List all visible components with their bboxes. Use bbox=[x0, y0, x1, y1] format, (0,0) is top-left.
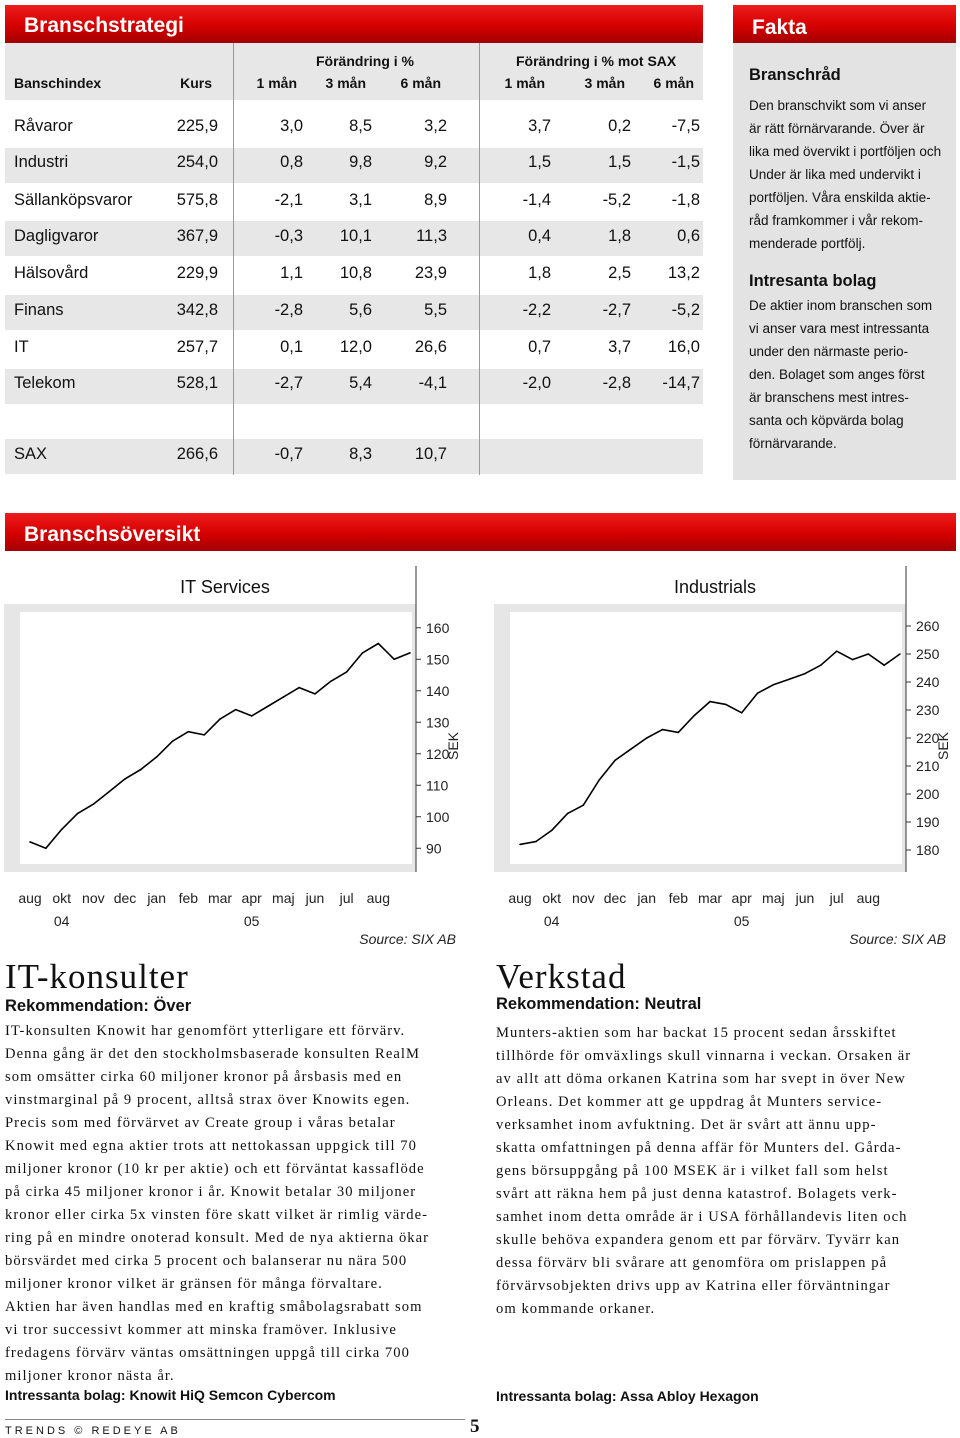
text-line: Precis som med förvärvet av Create group i våras betalar bbox=[5, 1115, 396, 1131]
table-cell: 9,2 bbox=[424, 153, 447, 171]
text-line: miljoner kronor (10 kr per aktie) och ett förväntat kassaflöde bbox=[5, 1161, 425, 1177]
table-cell: 5,4 bbox=[349, 374, 372, 392]
table-cell: -7,5 bbox=[671, 117, 700, 135]
text-line: Munters-aktien som har backat 15 procent sedan årsskiftet bbox=[496, 1025, 897, 1041]
data-point bbox=[330, 681, 332, 683]
text-line: samhet inom detta område är i USA förhållandevis liten och bbox=[496, 1209, 908, 1225]
table-cell: 1,1 bbox=[280, 264, 303, 282]
data-point bbox=[741, 712, 743, 714]
table-cell: Dagligvaror bbox=[14, 227, 99, 245]
text-line: Orleans. Det kommer att ge uppdrag åt Munters service- bbox=[496, 1094, 883, 1110]
data-point bbox=[535, 841, 537, 843]
table-cell: 3,2 bbox=[424, 117, 447, 135]
text-line: på cirka 45 miljoner kronor i år. Knowit betalar 30 miljoner bbox=[5, 1184, 417, 1200]
text-line: råd framkommer i vår rekom- bbox=[749, 213, 924, 228]
table-cell: 8,5 bbox=[349, 117, 372, 135]
y-tick-label: 210 bbox=[916, 758, 940, 774]
chart-source: Source: SIX AB bbox=[849, 931, 946, 947]
table-cell: IT bbox=[14, 338, 29, 356]
it-services-chart bbox=[0, 560, 470, 950]
table-cell: Industri bbox=[14, 153, 69, 171]
x-tick-label: dec bbox=[603, 890, 627, 906]
y-axis-label: SEK bbox=[445, 731, 461, 760]
text-line: Aktien har även handlas med en kraftig småbolagsrabatt som bbox=[5, 1299, 423, 1315]
text-line: lika med övervikt i portföljen och bbox=[749, 144, 942, 159]
advice-text bbox=[749, 94, 941, 255]
text-line: Den branschvikt som vi anser bbox=[749, 98, 927, 113]
table-cell: 3,7 bbox=[608, 338, 631, 356]
table-cell: -1,8 bbox=[671, 191, 700, 209]
text-line: verksamhet inom avfuktning. Det är svårt att ännu upp- bbox=[496, 1117, 877, 1133]
data-point bbox=[235, 709, 237, 711]
data-point bbox=[219, 718, 221, 720]
x-tick-label: jul bbox=[829, 890, 844, 906]
y-tick-label: 90 bbox=[426, 840, 442, 857]
text-line: santa och köpvärda bolag bbox=[749, 413, 904, 428]
x-tick-label: apr bbox=[241, 890, 262, 906]
x-tick-label: okt bbox=[52, 890, 72, 906]
text-line: av allt att döma orkanen Katrina som har svept in över New bbox=[496, 1071, 906, 1087]
article-companies-verkstad: Intressanta bolag: Assa Abloy Hexagon bbox=[496, 1388, 759, 1404]
x-tick-label: feb bbox=[668, 890, 689, 906]
text-line: ring på en mindre onoterad konsult. Med de nya aktierna ökar bbox=[5, 1230, 430, 1246]
text-line: Knowit med egna aktier trots att nettokassan uppgick till 70 bbox=[5, 1138, 417, 1154]
table-cell: 5,5 bbox=[424, 301, 447, 319]
chart-source: Source: SIX AB bbox=[359, 931, 456, 947]
x-tick-label: mar bbox=[697, 890, 723, 906]
industrials-chart bbox=[490, 560, 960, 950]
x-tick-label: aug bbox=[856, 890, 881, 906]
data-point bbox=[346, 671, 348, 673]
x-tick-label: nov bbox=[82, 890, 105, 906]
data-point bbox=[267, 706, 269, 708]
text-line: gens börsuppgång på 100 MSEK är i vilket fall som helst bbox=[496, 1163, 889, 1179]
column-header: Banschindex bbox=[14, 75, 102, 91]
table-cell: 1,8 bbox=[608, 227, 631, 245]
plot-area bbox=[510, 612, 902, 864]
table-cell: 1,5 bbox=[528, 153, 551, 171]
table-cell: 0,6 bbox=[677, 227, 700, 245]
y-tick-label: 190 bbox=[916, 814, 940, 830]
table-cell: -2,2 bbox=[522, 301, 551, 319]
data-point bbox=[630, 748, 632, 750]
table-cell: Telekom bbox=[14, 374, 76, 392]
table-cell: Hälsovård bbox=[14, 264, 89, 282]
overview-title: Branschsöversikt bbox=[24, 523, 201, 546]
table-cell: 16,0 bbox=[667, 338, 700, 356]
sax-cell: 8,3 bbox=[349, 445, 372, 463]
table-cell: -5,2 bbox=[671, 301, 700, 319]
year-label: 05 bbox=[243, 913, 260, 929]
data-point bbox=[77, 813, 79, 815]
sax-cell: SAX bbox=[14, 445, 48, 463]
table-cell: Finans bbox=[14, 301, 64, 319]
year-label: 05 bbox=[733, 913, 750, 929]
fakta-header bbox=[733, 5, 956, 43]
table-cell: -2,8 bbox=[602, 374, 631, 392]
text-line: vinstmarginal på 9 procent, alltså strax över Knowits egen. bbox=[5, 1092, 411, 1108]
text-line: skatta omfattningen på denna affär för Munters del. Gårda- bbox=[496, 1140, 902, 1156]
text-line: under den närmaste perio- bbox=[749, 344, 909, 359]
text-line: miljoner kronor vilket är gränsen för många förvaltare. bbox=[5, 1276, 383, 1292]
text-line: om kommande orkaner. bbox=[496, 1301, 656, 1317]
data-point bbox=[693, 715, 695, 717]
article-recommendation-it: Rekommendation: Över bbox=[5, 997, 192, 1015]
table-cell: 225,9 bbox=[176, 117, 218, 135]
x-tick-label: jul bbox=[339, 890, 354, 906]
table-cell: -1,4 bbox=[522, 191, 551, 209]
table-cell: Råvaror bbox=[14, 117, 73, 135]
table-cell: 229,9 bbox=[176, 264, 218, 282]
table-cell: -5,2 bbox=[602, 191, 631, 209]
y-tick-label: 180 bbox=[916, 842, 940, 858]
text-line: dessa förvärv bli svårare att genomföra om prislappen på bbox=[496, 1255, 888, 1271]
text-line: menderade portfölj. bbox=[749, 236, 866, 251]
data-point bbox=[804, 673, 806, 675]
table-cell: 23,9 bbox=[414, 264, 447, 282]
table-cell: 254,0 bbox=[176, 153, 218, 171]
table-cell: 575,8 bbox=[176, 191, 218, 209]
data-point bbox=[614, 760, 616, 762]
data-point bbox=[140, 769, 142, 771]
y-tick-label: 120 bbox=[426, 745, 450, 762]
table-cell: -14,7 bbox=[662, 374, 700, 392]
x-tick-label: nov bbox=[572, 890, 595, 906]
x-tick-label: aug bbox=[18, 890, 42, 906]
table-cell: -4,1 bbox=[418, 374, 447, 392]
table-cell: 9,8 bbox=[349, 153, 372, 171]
table-cell: -0,3 bbox=[274, 227, 303, 245]
article-title-it: IT-konsulter bbox=[5, 957, 189, 996]
table-cell: 257,7 bbox=[176, 338, 218, 356]
text-line: miljoner kronor nästa år. bbox=[5, 1368, 175, 1384]
column-header: 1 mån bbox=[504, 75, 545, 91]
table-cell: -2,0 bbox=[522, 374, 551, 392]
y-tick-label: 220 bbox=[916, 730, 940, 746]
table-cell: 0,8 bbox=[280, 153, 303, 171]
data-point bbox=[725, 704, 727, 706]
fakta-box bbox=[733, 43, 956, 480]
x-tick-label: okt bbox=[542, 890, 562, 906]
table-cell: 3,1 bbox=[349, 191, 372, 209]
table-cell: 10,1 bbox=[339, 227, 372, 245]
strategy-header bbox=[5, 5, 703, 43]
text-line: portföljen. Våra enskilda aktie- bbox=[749, 190, 931, 205]
table-cell: 5,6 bbox=[349, 301, 372, 319]
table-cell: 3,0 bbox=[280, 117, 303, 135]
y-tick-label: 260 bbox=[916, 618, 940, 634]
text-line: förnärvarande. bbox=[749, 436, 837, 451]
x-tick-label: aug bbox=[508, 890, 532, 906]
table-cell: Sällanköpsvaror bbox=[14, 191, 133, 209]
y-tick-label: 250 bbox=[916, 646, 940, 662]
text-line: vi tror successivt kommer att minska framöver. Inklusive bbox=[5, 1322, 397, 1338]
table-cell: 26,6 bbox=[414, 338, 447, 356]
x-tick-label: dec bbox=[113, 890, 137, 906]
table-cell: -2,7 bbox=[602, 301, 631, 319]
data-point bbox=[45, 847, 47, 849]
table-cell: 0,2 bbox=[608, 117, 631, 135]
y-tick-label: 160 bbox=[426, 619, 450, 636]
article-body-it bbox=[5, 1020, 429, 1388]
column-header: 3 mån bbox=[584, 75, 625, 91]
text-line: är rätt förnärvarande. Över är bbox=[749, 121, 925, 136]
year-label: 04 bbox=[543, 913, 560, 929]
article-companies-it: Intressanta bolag: Knowit HiQ Semcon Cybercom bbox=[5, 1387, 336, 1403]
table-cell: -1,5 bbox=[671, 153, 700, 171]
y-tick-label: 140 bbox=[426, 682, 450, 699]
table-cell: -2,1 bbox=[274, 191, 303, 209]
data-point bbox=[29, 841, 31, 843]
data-point bbox=[298, 687, 300, 689]
x-tick-label: maj bbox=[272, 890, 295, 906]
column-divider bbox=[479, 43, 480, 475]
y-tick-label: 230 bbox=[916, 702, 940, 718]
data-point bbox=[362, 652, 364, 654]
chart-title: IT Services bbox=[180, 577, 270, 597]
data-point bbox=[567, 813, 569, 815]
data-point bbox=[836, 650, 838, 652]
text-line: kronor eller cirka 5x vinsten före skatt vilket är rimlig värde- bbox=[5, 1207, 429, 1223]
sax-cell: 266,6 bbox=[176, 445, 218, 463]
x-tick-label: mar bbox=[207, 890, 233, 906]
data-point bbox=[883, 664, 885, 666]
overview-header bbox=[5, 513, 956, 551]
text-line: som omsätter cirka 60 miljoner kronor på årsbasis med en bbox=[5, 1069, 403, 1085]
data-point bbox=[757, 692, 759, 694]
table-cell: -2,7 bbox=[274, 374, 303, 392]
data-point bbox=[662, 729, 664, 731]
data-point bbox=[172, 740, 174, 742]
sax-cell: -0,7 bbox=[274, 445, 303, 463]
year-label: 04 bbox=[53, 913, 70, 929]
text-line: svårt att räkna hem på just denna katastrof. Bolagets verk- bbox=[496, 1186, 898, 1202]
strategy-table bbox=[5, 43, 703, 475]
table-cell: -2,8 bbox=[274, 301, 303, 319]
table-cell: 0,4 bbox=[528, 227, 551, 245]
table-cell: 367,9 bbox=[176, 227, 218, 245]
footer-brand: TRENDS © REDEYE AB bbox=[5, 1425, 181, 1437]
group-header-change: Förändring i % bbox=[316, 53, 414, 69]
y-tick-label: 110 bbox=[426, 777, 449, 794]
text-line: förvärvsobjekten drivs upp av Katrina eller förväntningar bbox=[496, 1278, 891, 1294]
column-header: Kurs bbox=[180, 75, 212, 91]
data-point bbox=[583, 804, 585, 806]
column-header: 3 mån bbox=[325, 75, 366, 91]
data-point bbox=[709, 701, 711, 703]
advice-heading: Branschråd bbox=[749, 66, 841, 84]
data-point bbox=[519, 844, 521, 846]
data-point bbox=[678, 732, 680, 734]
table-cell: 0,1 bbox=[280, 338, 303, 356]
table-cell: 1,8 bbox=[528, 264, 551, 282]
column-header: 1 mån bbox=[256, 75, 297, 91]
table-cell: 8,9 bbox=[424, 191, 447, 209]
table-cell: 12,0 bbox=[339, 338, 372, 356]
y-axis-label: SEK bbox=[935, 731, 951, 760]
x-tick-label: jan bbox=[147, 890, 167, 906]
article-recommendation-verkstad: Rekommendation: Neutral bbox=[496, 995, 702, 1013]
data-point bbox=[314, 693, 316, 695]
text-line: tillhörde för omväxlings skull vinnarna i veckan. Orsaken är bbox=[496, 1048, 912, 1064]
data-point bbox=[108, 791, 110, 793]
data-point bbox=[93, 803, 95, 805]
strategy-title: Branschstrategi bbox=[24, 14, 184, 37]
column-header: 6 mån bbox=[400, 75, 441, 91]
text-line: fredagens förvärv väntas omsättningen uppgå till cirka 700 bbox=[5, 1345, 410, 1361]
x-tick-label: apr bbox=[731, 890, 752, 906]
text-line: skulle behöva expandera genom ett par förvärv. Tyvärr kan bbox=[496, 1232, 901, 1248]
data-point bbox=[409, 652, 411, 654]
article-title-verkstad: Verkstad bbox=[496, 957, 627, 996]
data-point bbox=[598, 779, 600, 781]
table-cell: 11,3 bbox=[416, 227, 447, 245]
x-tick-label: aug bbox=[366, 890, 391, 906]
table-cell: 528,1 bbox=[176, 374, 218, 392]
sax-cell: 10,7 bbox=[414, 445, 447, 463]
y-tick-label: 100 bbox=[426, 808, 450, 825]
y-tick-label: 240 bbox=[916, 674, 940, 690]
fakta-title: Fakta bbox=[752, 16, 807, 39]
data-point bbox=[820, 664, 822, 666]
data-point bbox=[61, 829, 63, 831]
table-header-band bbox=[5, 43, 703, 100]
table-cell: 0,7 bbox=[528, 338, 551, 356]
x-tick-label: feb bbox=[178, 890, 199, 906]
text-line: Denna gång är det den stockholmsbaserade konsulten RealM bbox=[5, 1046, 421, 1062]
chart-title: Industrials bbox=[673, 577, 757, 597]
text-line: Under är lika med undervikt i bbox=[749, 167, 921, 182]
data-point bbox=[251, 715, 253, 717]
table-cell: 342,8 bbox=[176, 301, 218, 319]
data-point bbox=[551, 830, 553, 832]
column-divider bbox=[233, 43, 234, 475]
data-point bbox=[188, 731, 190, 733]
text-line: är branschens mest intres- bbox=[749, 390, 909, 405]
x-tick-label: maj bbox=[762, 890, 785, 906]
y-tick-label: 150 bbox=[426, 651, 450, 668]
data-point bbox=[646, 737, 648, 739]
companies-heading: Intresanta bolag bbox=[749, 272, 877, 290]
group-header-change-sax: Förändring i % mot SAX bbox=[516, 53, 677, 69]
data-point bbox=[124, 778, 126, 780]
x-tick-label: jan bbox=[637, 890, 657, 906]
x-tick-label: jun bbox=[305, 890, 325, 906]
footer-rule bbox=[5, 1419, 465, 1420]
data-point bbox=[283, 696, 285, 698]
y-tick-label: 130 bbox=[426, 714, 450, 731]
data-point bbox=[203, 734, 205, 736]
article-body-verkstad bbox=[496, 1022, 911, 1321]
data-point bbox=[773, 684, 775, 686]
page-number: 5 bbox=[470, 1416, 480, 1437]
x-tick-label: jun bbox=[795, 890, 815, 906]
data-point bbox=[852, 659, 854, 661]
companies-text bbox=[749, 294, 932, 455]
data-point bbox=[788, 678, 790, 680]
data-point bbox=[156, 756, 158, 758]
data-point bbox=[899, 653, 901, 655]
data-point bbox=[393, 658, 395, 660]
text-line: den. Bolaget som anges först bbox=[749, 367, 925, 382]
text-line: De aktier inom branschen som bbox=[749, 298, 933, 313]
table-cell: 13,2 bbox=[667, 264, 700, 282]
text-line: vi anser vara mest intressanta bbox=[749, 321, 930, 336]
text-line: börsvärdet med cirka 5 procent och balanserar nu nära 500 bbox=[5, 1253, 408, 1269]
y-tick-label: 200 bbox=[916, 786, 940, 802]
table-cell: 10,8 bbox=[339, 264, 372, 282]
table-cell: 3,7 bbox=[528, 117, 551, 135]
table-cell: 2,5 bbox=[608, 264, 631, 282]
data-point bbox=[378, 643, 380, 645]
column-header: 6 mån bbox=[653, 75, 694, 91]
table-cell: 1,5 bbox=[608, 153, 631, 171]
plot-area bbox=[20, 612, 412, 864]
text-line: IT-konsulten Knowit har genomfört ytterligare ett förvärv. bbox=[5, 1023, 406, 1039]
data-point bbox=[868, 653, 870, 655]
